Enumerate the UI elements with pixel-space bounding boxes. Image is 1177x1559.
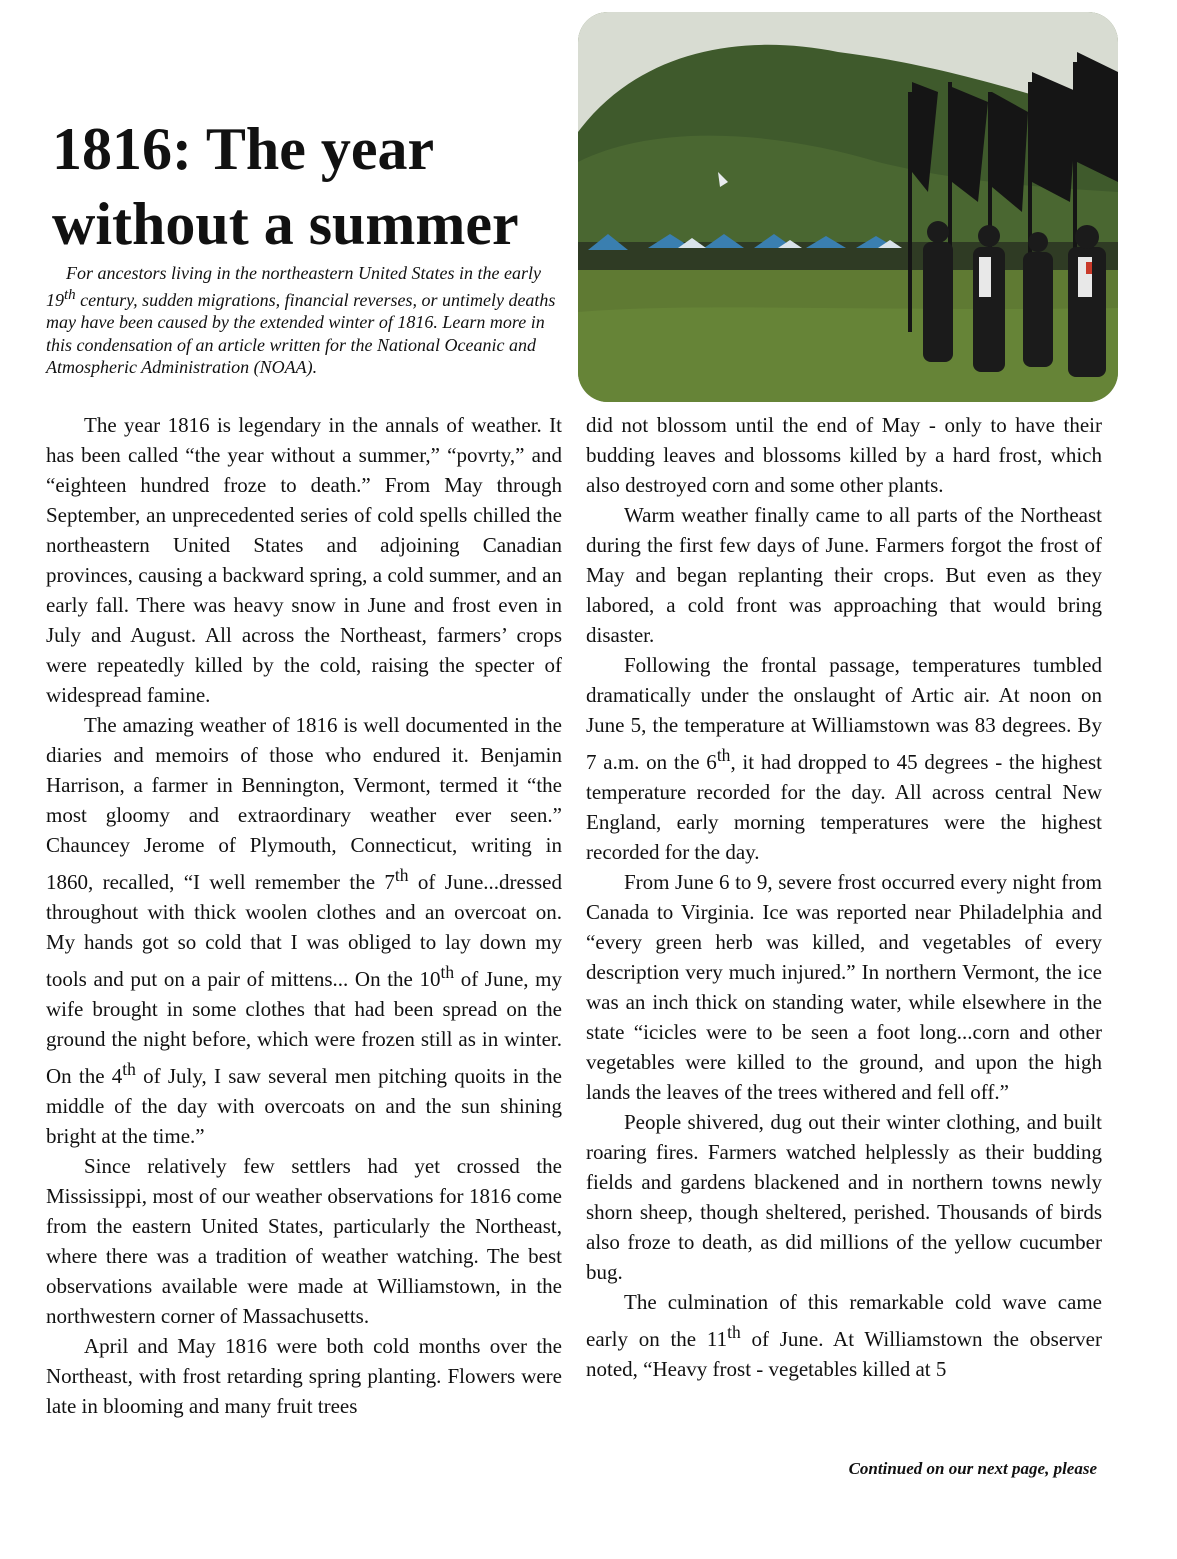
left-paragraph-2 — [46, 710, 562, 1151]
right-paragraph-3 — [586, 650, 1102, 867]
intro-text-2: century, sudden migrations, financial reverses, or untimely deaths may have been caused by the extended winter of 1816. Learn more in this condensation of an article written for the National Oceanic and Atmospheric Administration (NOAA). — [46, 290, 556, 377]
left-p2-sup-3: th — [122, 1059, 136, 1079]
left-p2-text-b: of June...dressed throughout with thick woolen clothes and an overcoat on. My hands got so cold that I was obliged to lay down my tools and put on a pair of mittens... On the 10 — [46, 870, 563, 991]
right-p6-sup: th — [727, 1322, 741, 1342]
right-p3-text-b: , it had dropped to 45 degrees - the highest temperature recorded for the day. All across central New England, early morning temperatures were the highest recorded for the day. — [586, 750, 1103, 864]
right-paragraph-2: Warm weather finally came to all parts of the Northeast during the first few days of June. Farmers forgot the frost of May and began replanting their crops. But even as they labored, a cold front was approaching that would bring disaster. — [586, 503, 1102, 647]
left-paragraph-4: April and May 1816 were both cold months over the Northeast, with frost retarding spring planting. Flowers were late in blooming and many fruit trees — [46, 1334, 562, 1418]
right-column — [586, 410, 1102, 1384]
right-p6-text-a: The culmination of this remarkable cold wave came early on the 11 — [586, 1290, 1102, 1351]
left-p2-text-d: of July, I saw several men pitching quoits in the middle of the day with overcoats on and the sun shining bright at the time.” — [46, 1064, 562, 1148]
left-p2-text-a: The amazing weather of 1816 is well documented in the diaries and memoirs of those who endured it. Benjamin Harrison, a farmer in Bennington, Vermont, termed it “the most gloomy and extraordinary weather ever seen.” Chauncey Jerome of Plymouth, Connecticut, writing in 1860, recalled, “I well remember the 7 — [46, 713, 562, 894]
title-line-1: 1816: The year — [52, 116, 435, 182]
intro-sup: th — [64, 287, 76, 304]
left-paragraph-3: Since relatively few settlers had yet crossed the Mississippi, most of our weather observations for 1816 come from the eastern United States, particularly the Northeast, where there was a tradition of weather watching. The best observations available were made at Williamstown, in the northwestern corner of Massachusetts. — [46, 1154, 562, 1328]
left-column — [46, 410, 562, 1421]
right-paragraph-4: From June 6 to 9, severe frost occurred every night from Canada to Virginia. Ice was reported near Philadelphia and “every green herb was killed, and vegetables of every description very much injured.” In northern Vermont, the ice was an inch thick on standing water, while elsewhere in the state “icicles were to be seen a foot long...corn and other vegetables were killed to the ground, and upon the high lands the leaves of the trees withered and fell off.” — [586, 870, 1102, 1104]
right-paragraph-1: did not blossom until the end of May - only to have their budding leaves and blossoms killed by a hard frost, which also destroyed corn and some other plants. — [586, 413, 1102, 497]
right-p6-text-b: of June. At Williamstown the observer noted, “Heavy frost - vegetables killed at 5 — [586, 1327, 1102, 1381]
intro-text-1: For ancestors living in the northeastern United States in the early 19 — [46, 263, 541, 311]
article-intro — [46, 262, 558, 378]
right-p3-text-a: Following the frontal passage, temperatures tumbled dramatically under the onslaught of Artic air. At noon on June 5, the temperature at Williamstown was 83 degrees. By 7 a.m. on the 6 — [586, 653, 1102, 774]
left-paragraph-1: The year 1816 is legendary in the annals of weather. It has been called “the year without a summer,” “povrty,” and “eighteen hundred froze to death.” From May through September, an unprecedented series of cold spells chilled the northeastern United States and adjoining Canadian provinces, causing a backward spring, a cold summer, and an early fall. There was heavy snow in June and frost even in July and August. All across the Northeast, farmers’ crops were repeatedly killed by the cold, raising the specter of widespread famine. — [46, 413, 562, 707]
left-p2-text-c: of June, my wife brought in some clothes that had been spread on the ground the night before, which were frozen still as in winter. On the 4 — [46, 967, 562, 1088]
left-p2-sup-2: th — [440, 962, 455, 982]
continued-note: Continued on our next page, please — [848, 1459, 1097, 1478]
photo-scene — [578, 12, 1118, 402]
right-p3-sup: th — [716, 745, 731, 765]
title-line-2: without a summer — [52, 191, 519, 257]
right-paragraph-6 — [586, 1287, 1102, 1384]
article-photo — [578, 12, 1118, 402]
intro-paragraph — [46, 262, 558, 378]
left-p2-sup-1: th — [394, 865, 409, 885]
article-title — [52, 112, 572, 262]
right-paragraph-5: People shivered, dug out their winter clothing, and built roaring fires. Farmers watched helplessly as their budding fields and gardens blackened and in northern towns newly shorn sheep, though sheltered, perished. Thousands of birds also froze to death, as did millions of the yellow cucumber bug. — [586, 1110, 1102, 1284]
